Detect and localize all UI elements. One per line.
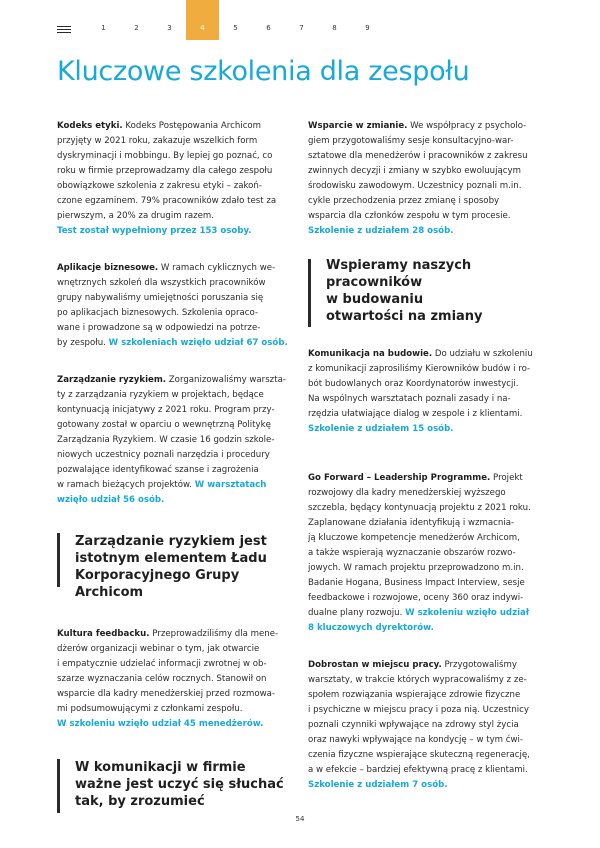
kodeks-line: pierwszym, a 20% za drugim razem. [57, 211, 215, 221]
page-tab-6[interactable]: 6 [266, 24, 271, 32]
page-tab-2[interactable]: 2 [134, 24, 139, 32]
wsparcie-line: cykle przechodzenia przez zmianę i sposoby [308, 196, 500, 206]
dobrostan-line: czenia fizyczne wspierające skuteczną regenerację, [308, 750, 530, 760]
page-tab-7[interactable]: 7 [299, 24, 304, 32]
ryzyko-line: Zarządzania Ryzykiem. W czasie 16 godzin szkole- [57, 435, 275, 445]
aplikacje-line: wane i prowadzone są w odpowiedzi na potrze- [57, 323, 261, 333]
ryzyko-line: gotowany został w oparciu o wewnętrzną Politykę [57, 420, 271, 430]
komunikacja-line: z komunikacji zaprosiliśmy Kierowników budów i ro- [308, 364, 531, 374]
goforward-line: Zaplanowane działania identyfikują i wzmacnia- [308, 518, 515, 528]
goforward-line: szczebla, będący kontynuacją projektu z 2021 roku. [308, 503, 531, 513]
quote-bar [57, 533, 60, 587]
dobrostan-heading: Dobrostan w miejscu pracy. [308, 660, 442, 670]
quote-line: w budowaniu [326, 292, 424, 307]
wsparcie-line: wsparcia dla członków zespołu w tym procesie. [308, 211, 511, 221]
quote-line: ważne jest uczyć się słuchać [75, 777, 284, 792]
kodeks-line: roku w firmie przeprowadzamy dla całego zespołu [57, 166, 273, 176]
komunikacja-line: bót budowlanych oraz Koordynatorów inwestycji. [308, 379, 519, 389]
feedback-line: mi podsumowującymi z członkami zespołu. [57, 704, 243, 714]
feedback-line: szarze wyznaczania celów rocznych. Stanowił on [57, 674, 267, 684]
section-komunikacja-na-budowie [308, 347, 546, 437]
aplikacje-line: grupy nabywaliśmy umiejętności poruszania się [57, 293, 264, 303]
pull-quote-otwartosc [308, 257, 546, 325]
komunikacja-line: rzędzia ułatwiające dialog w zespole i z klientami. [308, 409, 523, 419]
ryzyko-line: w ramach bieżących projektów. [57, 480, 195, 490]
quote-line: W komunikacji w firmie [75, 760, 246, 775]
ryzyko-line: niowych uczestnicy poznali narzędzia i procedury [57, 450, 270, 460]
goforward-line: dualne plany rozwoju. [308, 608, 406, 618]
komunikacja-heading: Komunikacja na budowie. [308, 349, 433, 359]
ryzyko-line: Zorganizowaliśmy warszta- [166, 375, 286, 385]
aplikacje-heading: Aplikacje biznesowe. [57, 263, 159, 273]
kodeks-line: przyjęty w 2021 roku, zakazuje wszelkich form [57, 136, 258, 146]
kodeks-line: dyskryminacji i mobbingu. By lepiej go poznać, co [57, 151, 273, 161]
goforward-highlight: 8 kluczowych dyrektorów. [308, 623, 434, 633]
quote-bar [57, 759, 60, 813]
quote-line: istotnym elementem Ładu [75, 551, 267, 566]
quote-bar [308, 259, 311, 327]
quote-line: Wspieramy naszych [326, 258, 472, 273]
komunikacja-highlight: Szkolenie z udziałem 15 osób. [308, 424, 454, 434]
kodeks-highlight: Test został wypełniony przez 153 osoby. [57, 226, 252, 236]
dobrostan-line: społem rozwiązania wspierające zdrowie fizyczne [308, 690, 521, 700]
dobrostan-line: Przygotowaliśmy [441, 660, 517, 670]
page-tab-5[interactable]: 5 [233, 24, 238, 32]
quote-line: tak, by zrozumieć [75, 794, 205, 809]
page-tab-3[interactable]: 3 [167, 24, 172, 32]
section-kultura-feedbacku [57, 627, 295, 732]
right-column [308, 119, 546, 793]
quote-line: pracowników [326, 275, 423, 290]
page-tab-9[interactable]: 9 [365, 24, 370, 32]
page-tab-8[interactable]: 8 [332, 24, 337, 32]
aplikacje-line: W ramach cyklicznych we- [158, 263, 276, 273]
menu-icon[interactable] [57, 26, 71, 33]
goforward-line: Projekt [490, 473, 523, 483]
pull-quote-ryzyko [57, 533, 295, 601]
page-number: 54 [295, 815, 305, 823]
page-tab-4-active[interactable]: 4 [186, 0, 219, 40]
quote-line: otwartości na zmiany [326, 309, 483, 324]
ryzyko-highlight: W warsztatach [194, 480, 267, 490]
dobrostan-line: oraz nawyki wpływające na kondycję – w tym ćwi- [308, 735, 524, 745]
goforward-highlight: W szkoleniu wzięło udział [405, 608, 530, 618]
goforward-heading: Go Forward – Leadership Programme. [308, 473, 491, 483]
dobrostan-highlight: Szkolenie z udziałem 7 osób. [308, 780, 448, 790]
feedback-line: Przeprowadziliśmy dla mene- [149, 629, 279, 639]
ryzyko-line: pozwalające identyfikować szanse i zagrożenia [57, 465, 259, 475]
ryzyko-line: kontynuacją inicjatywy z 2021 roku. Program przy- [57, 405, 275, 415]
feedback-heading: Kultura feedbacku. [57, 629, 150, 639]
left-column [57, 119, 295, 810]
wsparcie-highlight: Szkolenie z udziałem 28 osób. [308, 226, 454, 236]
feedback-line: dżerów organizacji webinar o tym, jak otwarcie [57, 644, 260, 654]
feedback-line: i empatycznie udzielać informacji zwrotnej w ob- [57, 659, 267, 669]
aplikacje-line: wnętrznych szkoleń dla wszystkich pracowników [57, 278, 266, 288]
quote-line: Korporacyjnego Grupy Archicom [75, 568, 240, 600]
ryzyko-line: ty z zarządzania ryzykiem w projektach, będące [57, 390, 264, 400]
page-tab-1[interactable]: 1 [101, 24, 106, 32]
goforward-line: ją kluczowe kompetencje menedżerów Archicom, [308, 533, 520, 543]
quote-line: Zarządzanie ryzykiem jest [75, 534, 267, 549]
dobrostan-line: i psychiczne w miejscu pracy i poza nią. Uczestnicy [308, 705, 529, 715]
top-navigation [0, 0, 600, 40]
wsparcie-line: giem przygotowaliśmy sesje konsultacyjno-war- [308, 136, 514, 146]
aplikacje-line: by zespołu. [57, 338, 109, 348]
komunikacja-line: Na wspólnych warsztatach poznali zasady i na- [308, 394, 511, 404]
dobrostan-line: warsztaty, w trakcie których wypracowaliśmy z ze- [308, 675, 527, 685]
kodeks-heading: Kodeks etyki. [57, 121, 123, 131]
feedback-line: wsparcie dla kadry menedżerskiej przed rozmowa- [57, 689, 275, 699]
dobrostan-line: poznali czynniki wpływające na zdrowy styl życia [308, 720, 519, 730]
goforward-line: rozwojowy dla kadry menedżerskiej wyższego [308, 488, 506, 498]
goforward-line: jowych. W ramach projektu przeprowadzono m.in. [308, 563, 524, 573]
kodeks-line: czone egzaminem. 79% pracowników zdało test za [57, 196, 277, 206]
wsparcie-line: We współpracy z psycholo- [407, 121, 527, 131]
ryzyko-highlight: wzięło udział 56 osób. [57, 495, 165, 505]
pull-quote-komunikacja [57, 759, 295, 810]
page-tabs [87, 0, 384, 40]
ryzyko-heading: Zarządzanie ryzykiem. [57, 375, 167, 385]
section-dobrostan [308, 658, 546, 793]
goforward-line: a także wspierają wyznaczanie obszarów rozwo- [308, 548, 516, 558]
aplikacje-highlight: W szkoleniach wzięło udział 67 osób. [108, 338, 288, 348]
page-title: Kluczowe szkolenia dla zespołu [57, 56, 470, 87]
komunikacja-line: Do udziału w szkoleniu [432, 349, 533, 359]
wsparcie-line: środowisku zawodowym. Uczestnicy poznali m.in. [308, 181, 522, 191]
goforward-line: Badanie Hogana, Business Impact Interview, sesje [308, 578, 525, 588]
kodeks-line: obowiązkowe szkolenia z zakresu etyki – zakoń- [57, 181, 262, 191]
section-zarzadzanie-ryzykiem [57, 373, 295, 508]
aplikacje-line: po aplikacjach biznesowych. Szkolenia opraco- [57, 308, 259, 318]
wsparcie-line: sztatowe dla menedżerów i pracowników z zakresu [308, 151, 528, 161]
kodeks-line: Kodeks Postępowania Archicom [122, 121, 262, 131]
section-go-forward [308, 471, 546, 636]
section-wsparcie-w-zmianie [308, 119, 546, 239]
feedback-highlight: W szkoleniu wzięło udział 45 menedżerów. [57, 719, 264, 729]
section-kodeks-etyki [57, 119, 295, 239]
section-aplikacje [57, 261, 295, 351]
dobrostan-line: a w efekcie – bardziej efektywną pracę z klientami. [308, 765, 528, 775]
wsparcie-heading: Wsparcie w zmianie. [308, 121, 408, 131]
goforward-line: feedbackowe i rozwojowe, oceny 360 oraz indywi- [308, 593, 524, 603]
wsparcie-line: zwinnych decyzji i zmiany w szybko ewoluującym [308, 166, 521, 176]
